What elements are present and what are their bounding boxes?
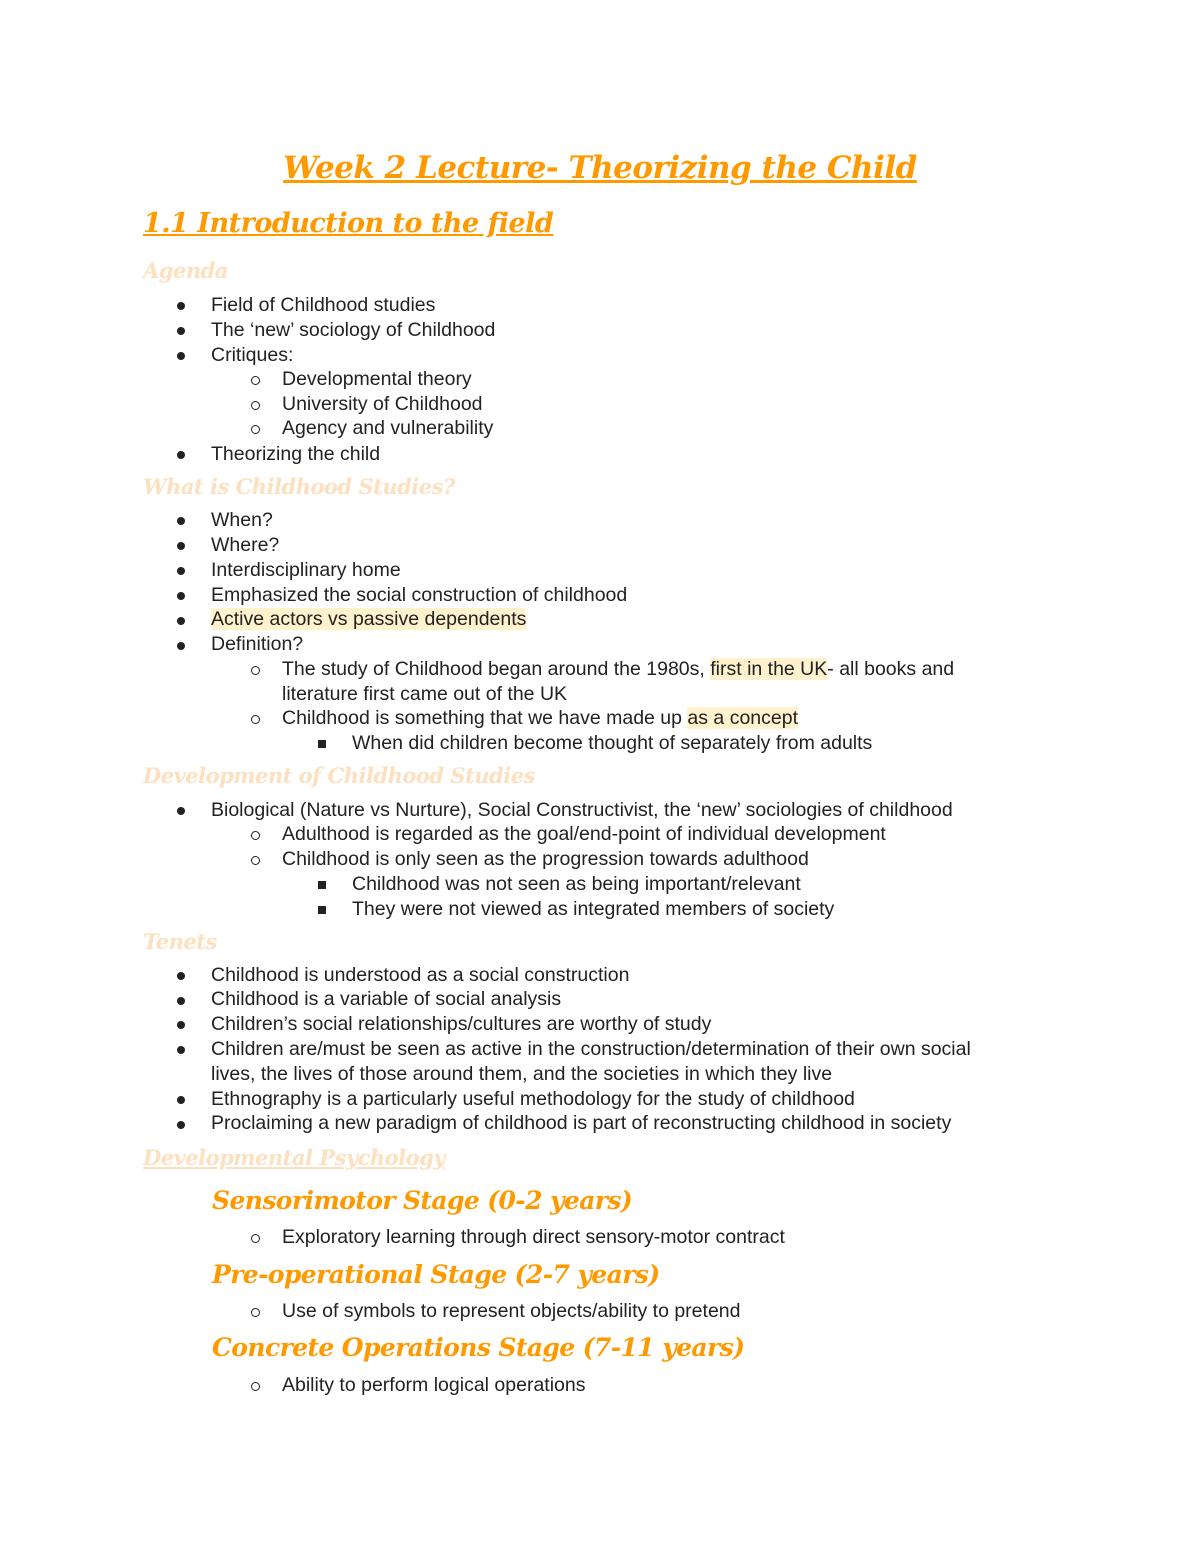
bullet-dot [177, 542, 185, 550]
list-item: They were not viewed as integrated members of society [352, 898, 835, 920]
section-heading: 1.1 Introduction to the field [143, 208, 554, 239]
list-item: Exploratory learning through direct sensory-motor contract [282, 1226, 785, 1248]
list-item: Where? [211, 534, 280, 556]
bullet-circle [251, 425, 260, 434]
list-item-continuation: lives, the lives of those around them, and the societies in which they live [211, 1063, 833, 1085]
list-item: University of Childhood [282, 393, 483, 415]
bullet-dot [177, 567, 185, 575]
list-item: Agency and vulnerability [282, 417, 494, 439]
list-item: Ability to perform logical operations [282, 1374, 586, 1396]
bullet-circle [251, 401, 260, 410]
bullet-dot [177, 617, 185, 625]
stage-heading: Sensorimotor Stage (0-2 years) [212, 1186, 633, 1215]
list-item: Childhood is understood as a social construction [211, 964, 630, 986]
list-item: Interdisciplinary home [211, 559, 401, 581]
list-item: Ethnography is a particularly useful methodology for the study of childhood [211, 1088, 855, 1110]
list-item: Field of Childhood studies [211, 294, 436, 316]
list-item [282, 706, 798, 731]
text-span: The study of Childhood began around the 1980s, [282, 658, 711, 680]
list-item: Adulthood is regarded as the goal/end-point of individual development [282, 823, 886, 845]
bullet-circle [251, 376, 260, 385]
bullet-dot [177, 1021, 185, 1029]
list-item: Theorizing the child [211, 443, 381, 465]
bullet-square [318, 906, 326, 914]
agenda-heading: Agenda [143, 258, 228, 283]
list-item: Childhood is a variable of social analysis [211, 988, 562, 1010]
bullet-circle [251, 831, 260, 840]
bullet-dot [177, 642, 185, 650]
list-item: Biological (Nature vs Nurture), Social Constructivist, the ‘new’ sociologies of childhood [211, 799, 953, 821]
bullet-circle [251, 1308, 260, 1317]
text-span: - all books and [827, 658, 955, 680]
highlighted-text: as a concept [687, 707, 798, 729]
bullet-circle [251, 856, 260, 865]
list-item: Proclaiming a new paradigm of childhood is part of reconstructing childhood in society [211, 1112, 952, 1134]
bullet-dot [177, 451, 185, 459]
bullet-dot [177, 352, 185, 360]
list-item: Childhood is only seen as the progression towards adulthood [282, 848, 809, 870]
list-item: The ‘new’ sociology of Childhood [211, 319, 496, 341]
bullet-dot [177, 592, 185, 600]
highlighted-text: first in the UK [710, 658, 828, 680]
bullet-dot [177, 807, 185, 815]
development-heading: Development of Childhood Studies [143, 763, 535, 788]
bullet-dot [177, 972, 185, 980]
list-item: Children are/must be seen as active in the construction/determination of their own social [211, 1038, 971, 1060]
tenets-heading: Tenets [143, 929, 217, 954]
bullet-dot [177, 997, 185, 1005]
bullet-circle [251, 1382, 260, 1391]
bullet-dot [177, 1046, 185, 1054]
bullet-circle [251, 666, 260, 675]
list-item [211, 607, 526, 632]
bullet-circle [251, 715, 260, 724]
list-item: Childhood was not seen as being important/relevant [352, 873, 801, 895]
list-item: Developmental theory [282, 368, 472, 390]
bullet-dot [177, 1096, 185, 1104]
bullet-circle [251, 1234, 260, 1243]
list-item: Emphasized the social construction of childhood [211, 584, 628, 606]
bullet-square [318, 740, 326, 748]
stage-heading: Pre-operational Stage (2-7 years) [212, 1260, 660, 1289]
document-title: Week 2 Lecture- Theorizing the Child [283, 150, 917, 186]
bullet-dot [177, 302, 185, 310]
bullet-dot [177, 327, 185, 335]
text-span: Childhood is something that we have made up [282, 707, 688, 729]
list-item [282, 657, 954, 682]
list-item: Definition? [211, 633, 304, 655]
list-item: When did children become thought of separately from adults [352, 732, 873, 754]
highlighted-text: Active actors vs passive dependents [211, 608, 527, 630]
stage-heading: Concrete Operations Stage (7-11 years) [212, 1333, 745, 1362]
list-item: When? [211, 509, 273, 531]
bullet-square [318, 881, 326, 889]
list-item: Use of symbols to represent objects/ability to pretend [282, 1300, 741, 1322]
bullet-dot [177, 517, 185, 525]
psych-heading: Developmental Psychology [143, 1145, 445, 1170]
list-item-continuation: literature first came out of the UK [282, 683, 568, 705]
list-item: Children’s social relationships/cultures are worthy of study [211, 1013, 712, 1035]
list-item: Critiques: [211, 344, 294, 366]
what-heading: What is Childhood Studies? [143, 474, 455, 499]
bullet-dot [177, 1121, 185, 1129]
